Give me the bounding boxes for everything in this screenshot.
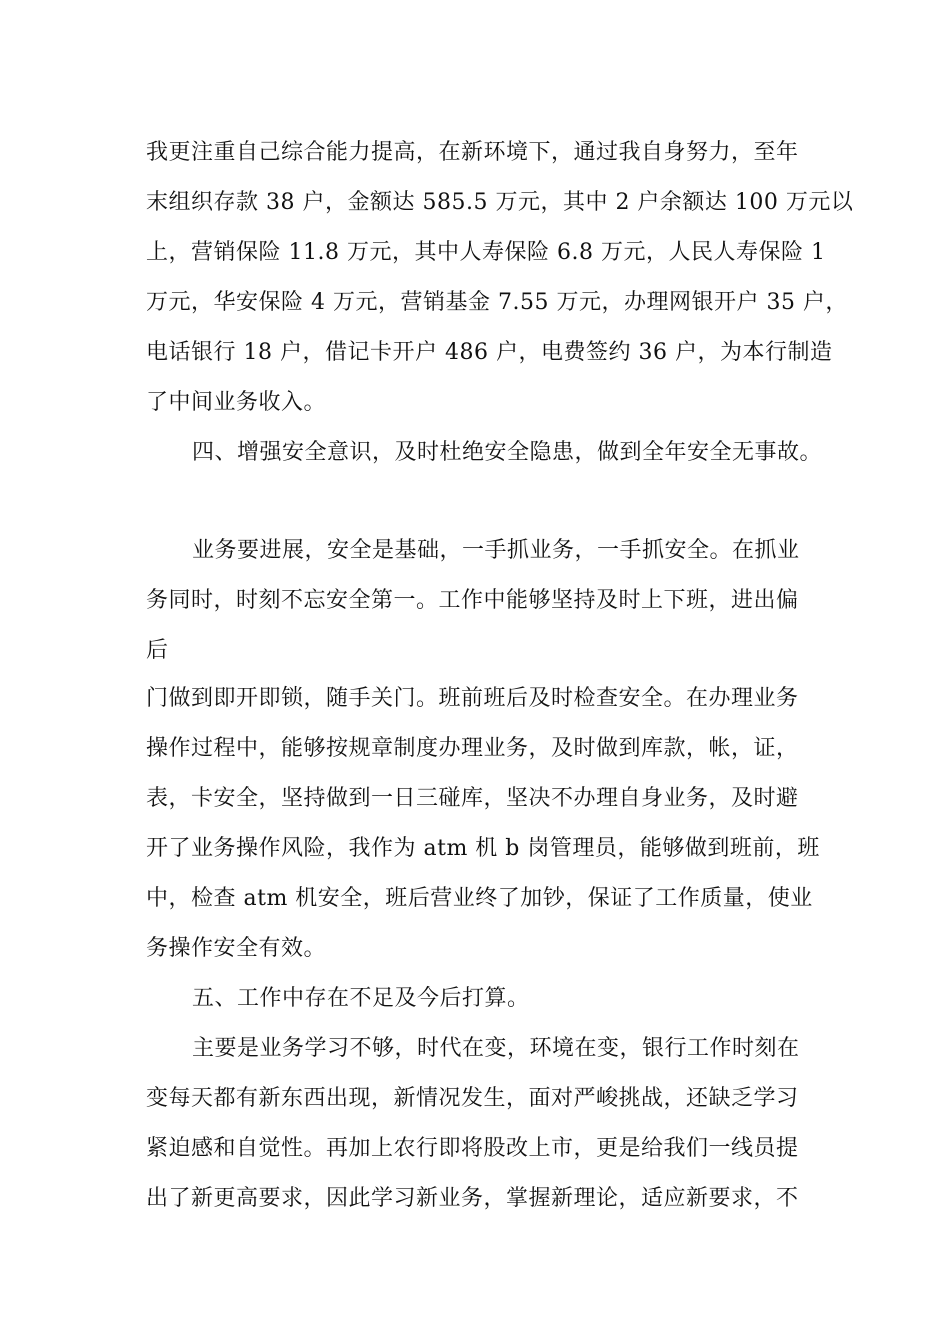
text-line: 操作过程中，能够按规章制度办理业务，及时做到库款，帐，证， [146,736,799,761]
text-line: 电话银行 18 户，借记卡开户 486 户，电费签约 36 户，为本行制造 [146,340,833,365]
text-line: 务操作安全有效。 [146,936,327,961]
text-line: 主要是业务学习不够，时代在变，环境在变，银行工作时刻在 [192,1036,800,1061]
text-line: 我更注重自己综合能力提高，在新环境下，通过我自身努力，至年 [146,140,799,165]
text-line: 上，营销保险 11.8 万元，其中人寿保险 6.8 万元，人民人寿保险 1 [146,240,826,265]
text-line: 中，检查 atm 机安全，班后营业终了加钞，保证了工作质量，使业 [146,886,813,911]
text-line: 表，卡安全，坚持做到一日三碰库，坚决不办理自身业务，及时避 [146,786,799,811]
text-line: 后 [146,638,169,663]
text-line: 开了业务操作风险，我作为 atm 机 b 岗管理员，能够做到班前，班 [146,836,820,861]
text-line: 业务要进展，安全是基础，一手抓业务，一手抓安全。在抓业 [192,538,800,563]
text-line: 出了新更高要求，因此学习新业务，掌握新理论，适应新要求，不 [146,1186,799,1211]
text-line: 务同时，时刻不忘安全第一。工作中能够坚持及时上下班，进出偏 [146,588,799,613]
text-line: 了中间业务收入。 [146,390,327,415]
text-line: 变每天都有新东西出现，新情况发生，面对严峻挑战，还缺乏学习 [146,1086,799,1111]
text-line: 万元，华安保险 4 万元，营销基金 7.55 万元，办理网银开户 35 户， [146,290,848,315]
section-heading: 四、增强安全意识，及时杜绝安全隐患，做到全年安全无事故。 [192,440,823,465]
section-heading: 五、工作中存在不足及今后打算。 [192,986,530,1011]
text-line: 紧迫感和自觉性。再加上农行即将股改上市，更是给我们一线员提 [146,1136,799,1161]
text-line: 末组织存款 38 户，金额达 585.5 万元，其中 2 户余额达 100 万元以 [146,190,854,215]
text-line: 门做到即开即锁，随手关门。班前班后及时检查安全。在办理业务 [146,686,799,711]
